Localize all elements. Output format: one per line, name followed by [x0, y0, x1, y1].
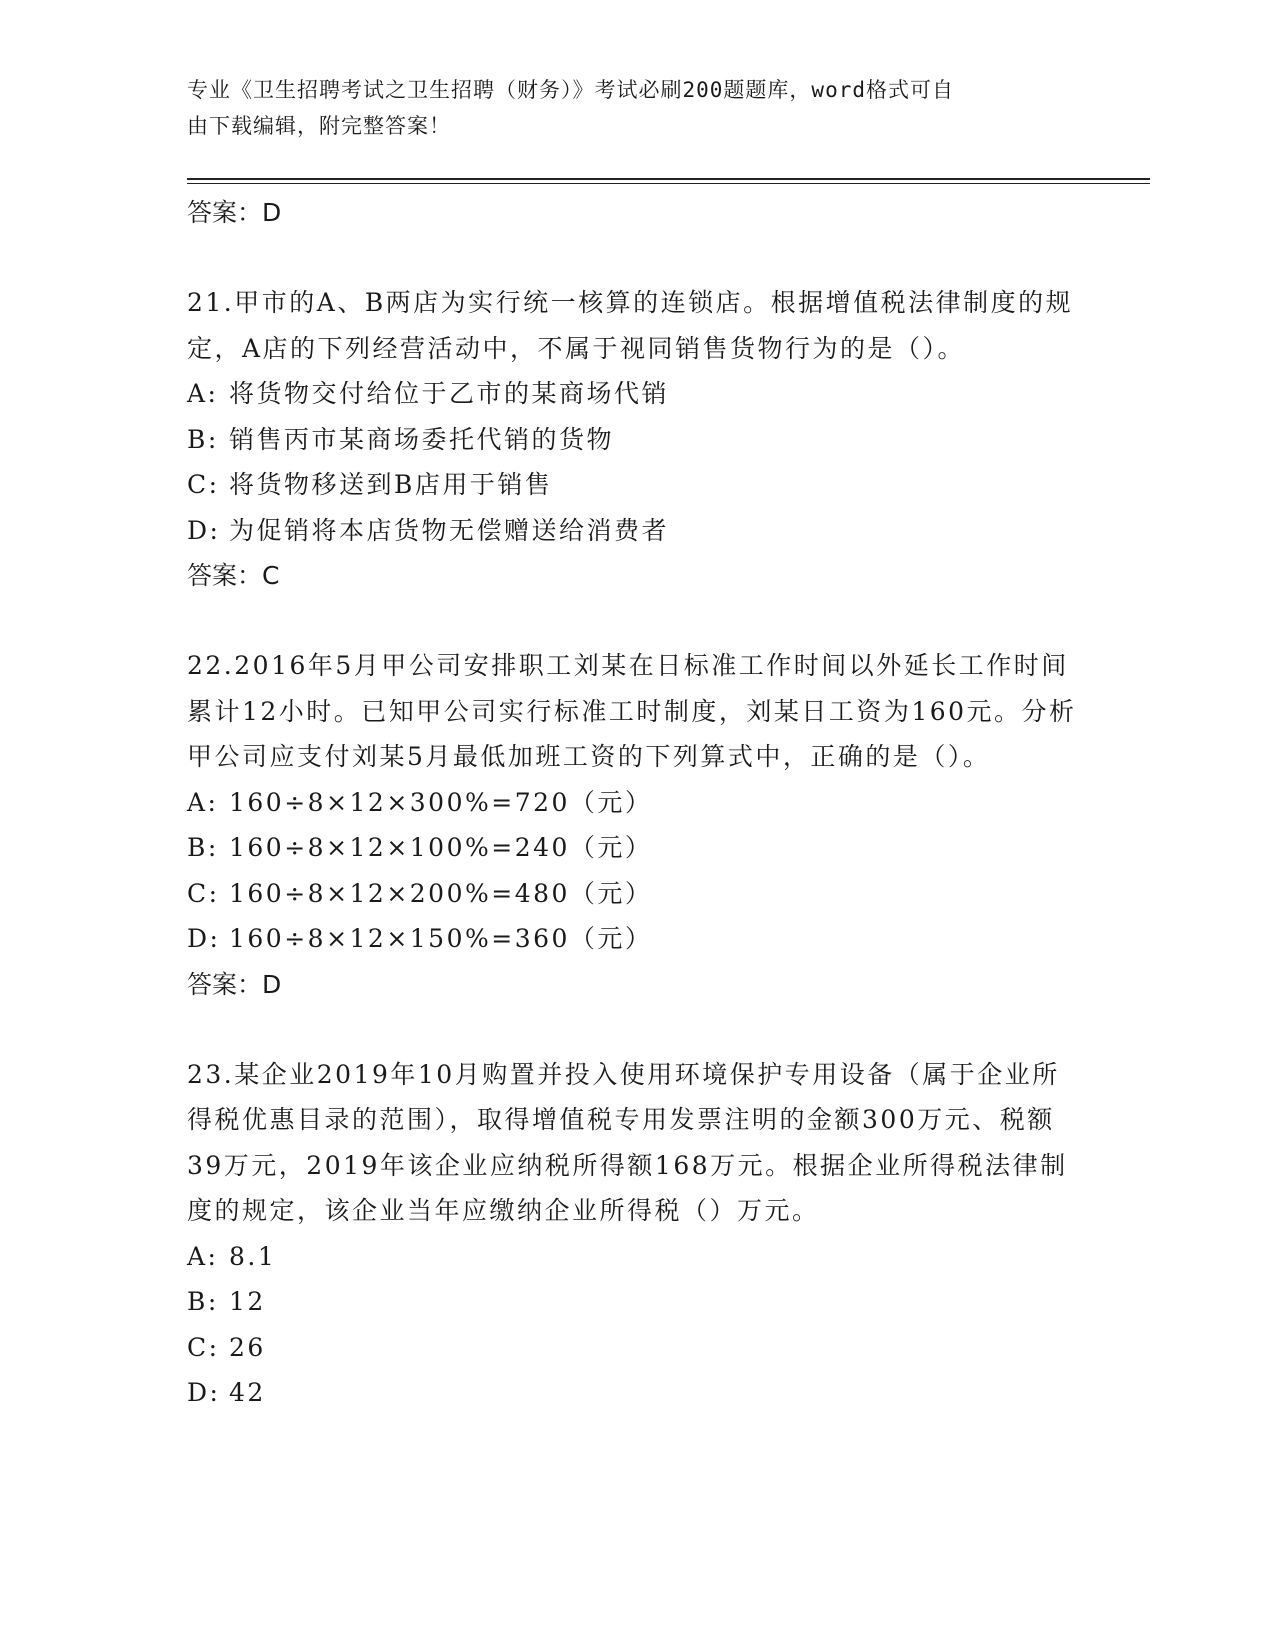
question-block — [187, 1052, 1087, 1416]
option-text: 26 — [229, 1332, 266, 1362]
option-text: 42 — [229, 1378, 266, 1407]
option-text: 为促销将本店货物无偿赠送给消费者 — [229, 515, 670, 545]
answer-line: 答案：C — [187, 561, 280, 590]
option-letter: B: — [187, 1287, 219, 1316]
option-text: 160÷8×12×100%=240（元） — [229, 833, 653, 862]
option-d — [187, 508, 1087, 554]
option-letter: A: — [187, 379, 219, 408]
option-c — [187, 871, 1087, 917]
header-line-2: 由下载编辑，附完整答案！ — [187, 114, 451, 138]
option-b — [187, 417, 1087, 463]
question-block — [187, 280, 1087, 599]
spacer — [187, 236, 1087, 280]
option-d — [187, 1370, 1087, 1416]
header-rule-thick — [187, 178, 1150, 180]
answer-line: 答案：D — [187, 969, 282, 999]
option-text: 160÷8×12×150%=360（元） — [229, 924, 653, 953]
option-a — [187, 1234, 1087, 1280]
option-letter: D: — [187, 924, 221, 953]
header-line-1: 专业《卫生招聘考试之卫生招聘（财务）》考试必刷200题题库，word格式可自 — [187, 78, 954, 102]
question-block — [187, 643, 1087, 1008]
option-letter: D: — [187, 515, 221, 545]
option-text: 销售丙市某商场委托代销的货物 — [229, 424, 615, 454]
option-text: 160÷8×12×300%=720（元） — [229, 787, 653, 817]
question-list — [187, 190, 1087, 1416]
question-stem: 22.2016年5月甲公司安排职工刘某在日标准工作时间以外延长工作时间累计12小时。已知甲公司实行标准工时制度，刘某日工资为160元。分析甲公司应支付刘某5月最低加班工资的下列算式中，正确的是（）。 — [187, 651, 1077, 771]
option-c — [187, 462, 1087, 508]
option-letter: B: — [187, 424, 219, 454]
option-a — [187, 780, 1087, 826]
option-text: 将货物交付给位于乙市的某商场代销 — [229, 379, 670, 408]
option-d — [187, 916, 1087, 962]
question-stem: 21.甲市的A、B两店为实行统一核算的连锁店。根据增值税法律制度的规定，A店的下列经营活动中，不属于视同销售货物行为的是（）。 — [187, 288, 1074, 363]
option-letter: B: — [187, 833, 219, 862]
page-header — [187, 72, 1067, 144]
option-letter: C: — [187, 878, 220, 908]
spacer — [187, 599, 1087, 643]
option-text: 8.1 — [229, 1241, 277, 1271]
option-a — [187, 371, 1087, 417]
option-letter: D: — [187, 1378, 221, 1407]
option-letter: A: — [187, 1241, 219, 1271]
option-letter: C: — [187, 1332, 220, 1362]
option-b — [187, 825, 1087, 871]
answer-line: 答案：D — [187, 198, 282, 227]
option-letter: A: — [187, 787, 219, 817]
question-stem: 23.某企业2019年10月购置并投入使用环境保护专用设备（属于企业所得税优惠目录的范围），取得增值税专用发票注明的金额300万元、税额39万元，2019年该企业应纳税所得额168万元。根据企业所得税法律制度的规定，该企业当年应缴纳企业所得税（）万元。 — [187, 1059, 1068, 1225]
option-text: 160÷8×12×200%=480（元） — [229, 878, 653, 908]
option-text: 将货物移送到B店用于销售 — [229, 470, 553, 499]
option-b — [187, 1279, 1087, 1325]
option-text: 12 — [229, 1287, 266, 1316]
option-c — [187, 1325, 1087, 1371]
spacer — [187, 1008, 1087, 1052]
header-rule-thin — [187, 183, 1150, 184]
option-letter: C: — [187, 470, 220, 499]
